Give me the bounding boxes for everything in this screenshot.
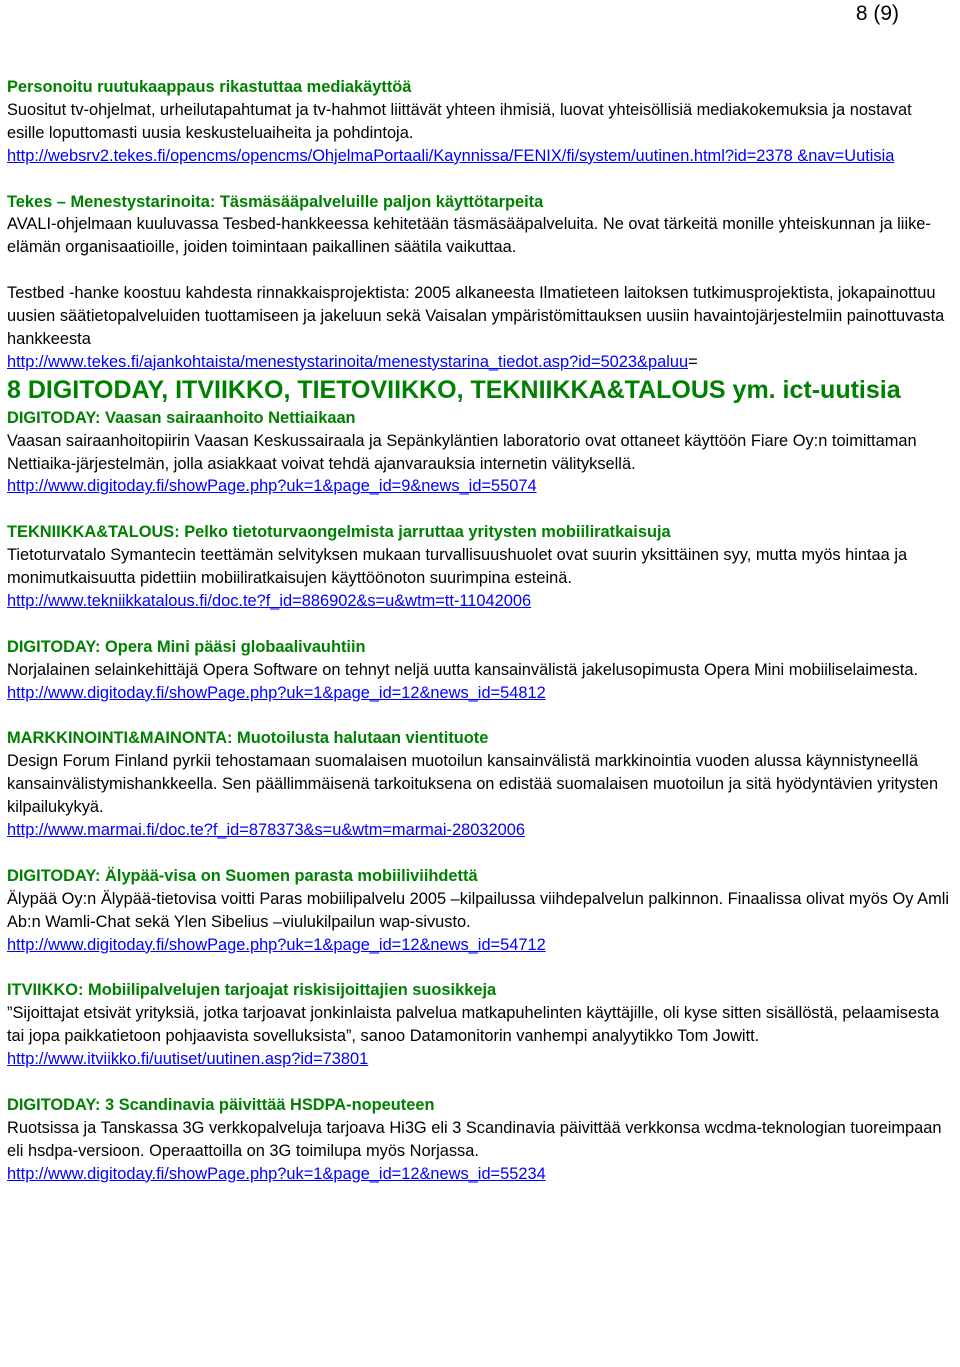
news-title: DIGITODAY: Älypää-visa on Suomen parasta mobiiliviihdettä xyxy=(7,866,478,885)
news-link[interactable]: http://www.digitoday.fi/showPage.php?uk=1&page_id=9&news_id=55074 xyxy=(7,477,537,496)
news-body: Norjalainen selainkehittäjä Opera Software on tehnyt neljä uutta kansainvälistä jakelusopimusta Opera Mini mobiiliselaimesta. xyxy=(7,660,919,679)
news-body: ”Sijoittajat etsivät yrityksiä, jotka tarjoavat jonkinlaista palvelua matkapuhelinten käyttäjille, oli kyse sitten sisällöstä, pelaamisesta tai jopa paikkatietoon pohjaavista sovelluksista”, sanoo Datamonitorin vanhempi analyytikko Tom Jowitt. xyxy=(7,1004,939,1046)
news-item xyxy=(7,636,953,705)
document-body xyxy=(7,76,953,1185)
news-item xyxy=(7,979,953,1071)
news-title: DIGITODAY: 3 Scandinavia päivittää HSDPA-nopeuteen xyxy=(7,1095,435,1114)
news-title: TEKNIIKKA&TALOUS: Pelko tietoturvaongelmista jarruttaa yritysten mobiiliratkaisuja xyxy=(7,523,671,542)
news-item xyxy=(7,865,953,957)
news-title: ITVIIKKO: Mobiilipalvelujen tarjoajat riskisijoittajien suosikkeja xyxy=(7,981,497,1000)
news-body: Ruotsissa ja Tanskassa 3G verkkopalveluja tarjoava Hi3G eli 3 Scandinavia päivittää verkkonsa wcdma-teknologian tuoreimpaan eli hsdpa-versioon. Operaattoilla on 3G toimilupa myös Norjassa. xyxy=(7,1118,942,1160)
news-item xyxy=(7,1094,953,1186)
article-body: AVALI-ohjelmaan kuuluvassa Tesbed-hankkeessa kehitetään täsmäsääpalveluita. Ne ovat tärkeitä monille yhteiskunnan ja liike-elämän organisaatioille, joiden toimintaan paikallinen säätila vaikuttaa. xyxy=(7,215,931,257)
intro-item xyxy=(7,76,953,168)
news-title: MARKKINOINTI&MAINONTA: Muotoilusta halutaan vientituote xyxy=(7,729,489,748)
news-link[interactable]: http://www.digitoday.fi/showPage.php?uk=1&page_id=12&news_id=54712 xyxy=(7,935,546,954)
news-link[interactable]: http://www.digitoday.fi/showPage.php?uk=1&page_id=12&news_id=54812 xyxy=(7,683,546,702)
article-body: Suositut tv-ohjelmat, urheilutapahtumat ja tv-hahmot liittävät yhteen ihmisiä, luovat yhteisöllisiä mediakokemuksia ja nostavat esille loputtomasti uusia keskusteluaiheita ja pohdintoja. xyxy=(7,100,912,142)
section-heading: 8 DIGITODAY, ITVIIKKO, TIETOVIIKKO, TEKNIIKKA&TALOUS ym. ict-uutisia xyxy=(7,375,901,404)
intro-item xyxy=(7,191,953,374)
news-item xyxy=(7,521,953,613)
news-link[interactable]: http://www.tekniikkatalous.fi/doc.te?f_id=886902&s=u&wtm=tt-11042006 xyxy=(7,591,532,610)
news-title: DIGITODAY: Opera Mini pääsi globaalivauhtiin xyxy=(7,637,366,656)
news-body: Tietoturvatalo Symantecin teettämän selvityksen mukaan turvallisuushuolet ovat suurin yksittäinen syy, mutta myös hintaa ja monimutkaisuutta pidettiin mobiiliratkaisujen käyttöönoton suurimpina esteinä. xyxy=(7,546,908,588)
news-body: Vaasan sairaanhoitopiirin Vaasan Keskussairaala ja Sepänkyläntien laboratorio ovat ottaneet käyttöön Fiare Oy:n toimittaman Nettiaika-järjestelmän, jolla asiakkaat voivat tehdä ajanvarauksia internetin välityksellä. xyxy=(7,431,917,473)
news-item xyxy=(7,407,953,499)
news-body: Älypää Oy:n Älypää-tietovisa voitti Paras mobiilipalvelu 2005 –kilpailussa viihdepalvelun palkinnon. Finaalissa olivat myös Oy Amli Ab:n Wamli-Chat sekä Ylen Sibelius –viulukilpailun wap-sivusto. xyxy=(7,889,950,931)
news-link[interactable]: http://www.itviikko.fi/uutiset/uutinen.asp?id=73801 xyxy=(7,1050,369,1069)
news-item xyxy=(7,727,953,842)
article-link[interactable]: http://www.tekes.fi/ajankohtaista/menestystarinoita/menestystarina_tiedot.asp?id=5023&paluu xyxy=(7,352,689,371)
article-title: Personoitu ruutukaappaus rikastuttaa mediakäyttöä xyxy=(7,78,412,96)
article-title: Tekes – Menestystarinoita: Täsmäsääpalveluille paljon käyttötarpeita xyxy=(7,192,544,211)
article-body-continued: Testbed -hanke koostuu kahdesta rinnakkaisprojektista: 2005 alkaneesta Ilmatieteen laitoksen tutkimusprojektista, jokapainottuu uusien säätietopalveluiden tuottamiseen ja jakeluun sekä Vaisalan ympäristömittauksen uusiin havaintojärjestelmiin painottuvasta hankkeesta xyxy=(7,284,945,348)
news-link[interactable]: http://www.marmai.fi/doc.te?f_id=878373&s=u&wtm=marmai-28032006 xyxy=(7,821,525,840)
page-number: 8 (9) xyxy=(855,2,899,25)
article-link[interactable]: http://websrv2.tekes.fi/opencms/opencms/OhjelmaPortaali/Kaynnissa/FENIX/fi/system/uutinen.html?id=2378 &nav=Uutisia xyxy=(7,146,895,165)
link-suffix: = xyxy=(688,352,698,371)
news-body: Design Forum Finland pyrkii tehostamaan suomalaisen muotoilun kansainvälistä markkinointia vuoden alussa käynnistyneellä kansainvälistymishankkeella. Sen päällimmäisenä tarkoituksena on edistää suomalaisen muotoilun ja sitä hyödyntävien yritysten kilpailukykyä. xyxy=(7,752,939,817)
news-link[interactable]: http://www.digitoday.fi/showPage.php?uk=1&page_id=12&news_id=55234 xyxy=(7,1164,546,1183)
news-title: DIGITODAY: Vaasan sairaanhoito Nettiaikaan xyxy=(7,408,356,427)
